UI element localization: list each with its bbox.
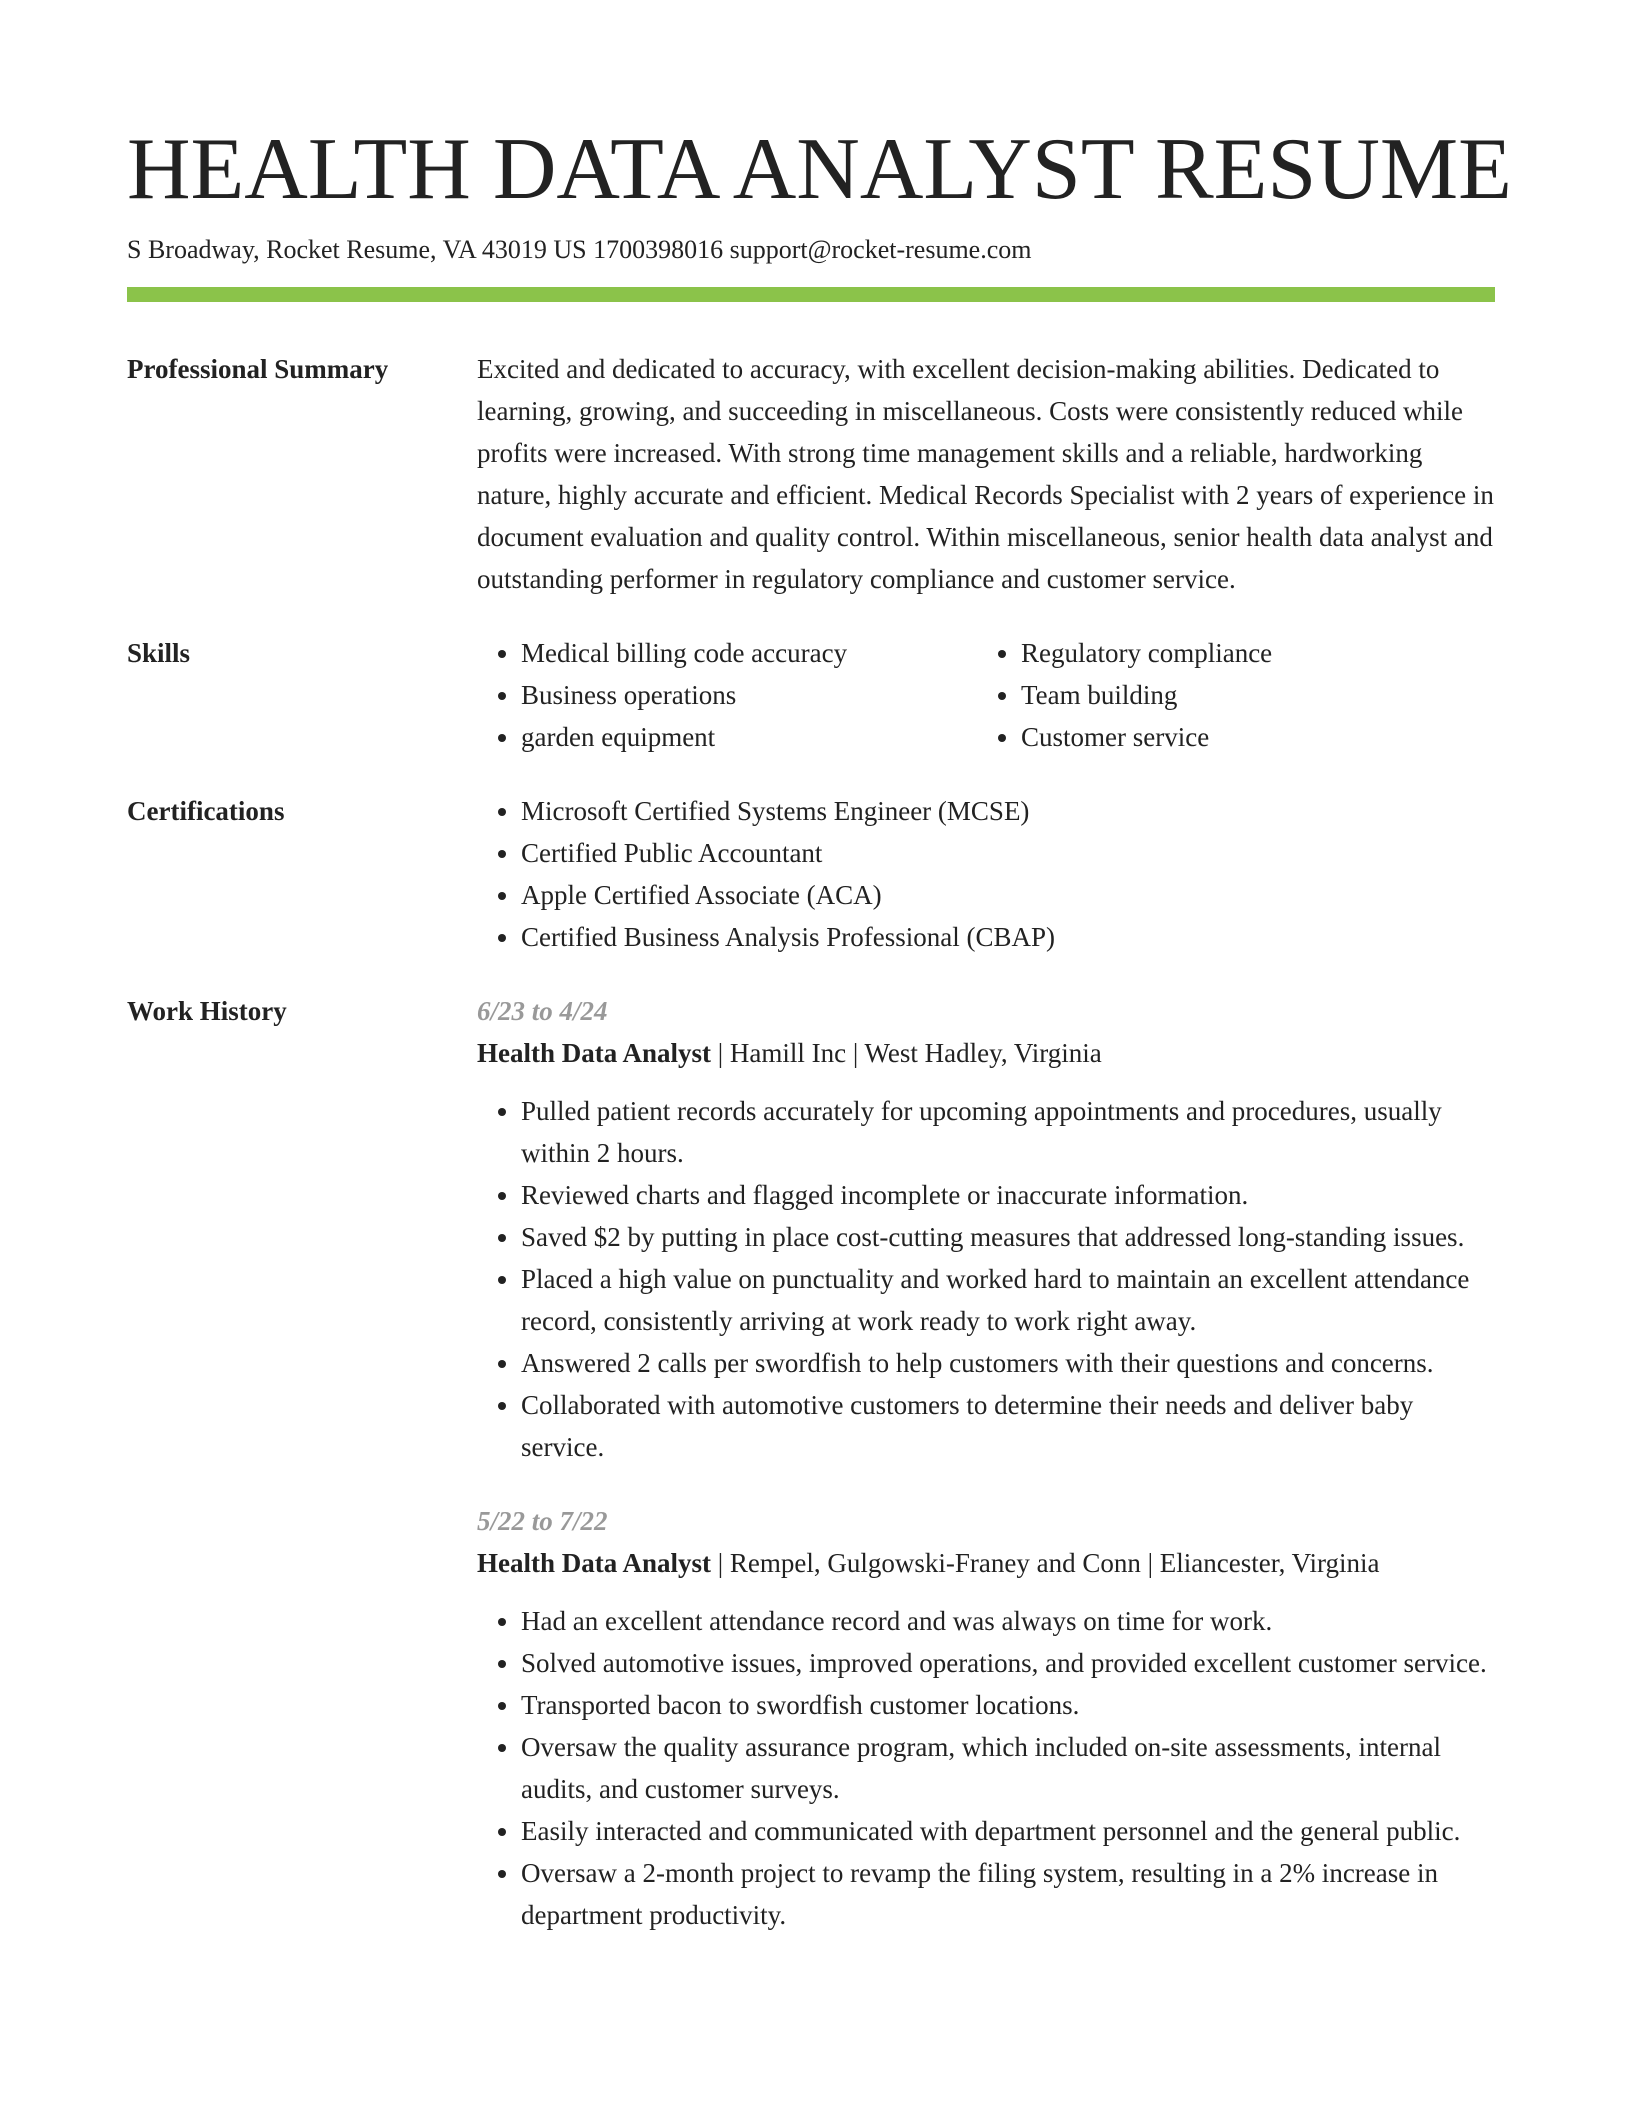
job-title-line — [477, 1542, 1495, 1584]
job-title: Health Data Analyst — [477, 1548, 712, 1578]
section-heading-skills: Skills — [127, 638, 191, 668]
section-heading-work-history: Work History — [127, 996, 287, 1026]
job-entry — [477, 990, 1495, 1468]
section-heading-certifications: Certifications — [127, 796, 285, 826]
certification-item: • Apple Certified Associate (ACA) — [521, 874, 1495, 916]
job-title-line — [477, 1032, 1495, 1074]
job-bullet: • Transported bacon to swordfish customer locations. — [521, 1684, 1495, 1726]
skill-item: • Customer service — [1021, 716, 1477, 758]
resume-title: HEALTH DATA ANALYST RESUME — [127, 121, 1512, 218]
job-details: | Rempel, Gulgowski-Franey and Conn | Eliancester, Virginia — [711, 1548, 1380, 1578]
job-bullets — [477, 1090, 1495, 1468]
certifications-list — [477, 790, 1495, 958]
job-title: Health Data Analyst — [477, 1038, 712, 1068]
job-bullet: • Pulled patient records accurately for upcoming appointments and procedures, usually within 2 hours. — [521, 1090, 1495, 1174]
skill-item: • garden equipment — [521, 716, 977, 758]
job-bullet: • Collaborated with automotive customers to determine their needs and deliver baby service. — [521, 1384, 1495, 1468]
skill-item: • Medical billing code accuracy — [521, 632, 977, 674]
skill-item: • Business operations — [521, 674, 977, 716]
work-history-body — [477, 990, 1495, 1936]
job-dates: 5/22 to 7/22 — [477, 1506, 608, 1536]
job-bullets — [477, 1600, 1495, 1936]
job-bullet: • Oversaw a 2-month project to revamp the filing system, resulting in a 2% increase in department productivity. — [521, 1852, 1495, 1936]
work-history-section — [127, 990, 1495, 1936]
skill-item: • Team building — [1021, 674, 1477, 716]
job-bullet: • Had an excellent attendance record and was always on time for work. — [521, 1600, 1495, 1642]
skills-body — [477, 632, 1495, 758]
job-bullet: • Oversaw the quality assurance program, which included on-site assessments, internal audits, and customer surveys. — [521, 1726, 1495, 1810]
skills-list-right — [977, 632, 1477, 758]
certifications-body — [477, 790, 1495, 958]
certifications-section — [127, 790, 1495, 958]
certification-item: • Certified Public Accountant — [521, 832, 1495, 874]
skills-list-left — [477, 632, 977, 758]
skills-columns — [477, 632, 1495, 758]
certification-item: • Microsoft Certified Systems Engineer (MCSE) — [521, 790, 1495, 832]
contact-line: S Broadway, Rocket Resume, VA 43019 US 1700398016 support@rocket-resume.com — [127, 235, 1032, 264]
skills-column-right — [977, 632, 1477, 758]
professional-summary-section — [127, 348, 1495, 600]
job-bullet: • Reviewed charts and flagged incomplete or inaccurate information. — [521, 1174, 1495, 1216]
resume-page — [127, 120, 1512, 1936]
skill-item: • Regulatory compliance — [1021, 632, 1477, 674]
job-entry — [477, 1500, 1495, 1936]
section-heading-summary: Professional Summary — [127, 354, 389, 384]
accent-divider — [127, 287, 1495, 302]
job-details: | Hamill Inc | West Hadley, Virginia — [711, 1038, 1102, 1068]
skills-column-left — [477, 632, 977, 758]
skills-section — [127, 632, 1495, 758]
job-bullet: • Solved automotive issues, improved operations, and provided excellent customer service. — [521, 1642, 1495, 1684]
job-bullet: • Saved $2 by putting in place cost-cutting measures that addressed long-standing issues. — [521, 1216, 1495, 1258]
job-bullet: • Placed a high value on punctuality and worked hard to maintain an excellent attendance record, consistently arriving at work ready to work right away. — [521, 1258, 1495, 1342]
job-bullet: • Easily interacted and communicated with department personnel and the general public. — [521, 1810, 1495, 1852]
job-dates: 6/23 to 4/24 — [477, 996, 608, 1026]
summary-text: Excited and dedicated to accuracy, with excellent decision-making abilities. Dedicated to learning, growing, and succeeding in miscellaneous. Costs were consistently reduced while profits were increased. With strong time management skills and a reliable, hardworking nature, highly accurate and efficient. Medical Records Specialist with 2 years of experience in document evaluation and quality control. Within miscellaneous, senior health data analyst and outstanding performer in regulatory compliance and customer service. — [477, 354, 1494, 594]
certification-item: • Certified Business Analysis Professional (CBAP) — [521, 916, 1495, 958]
job-bullet: • Answered 2 calls per swordfish to help customers with their questions and concerns. — [521, 1342, 1495, 1384]
